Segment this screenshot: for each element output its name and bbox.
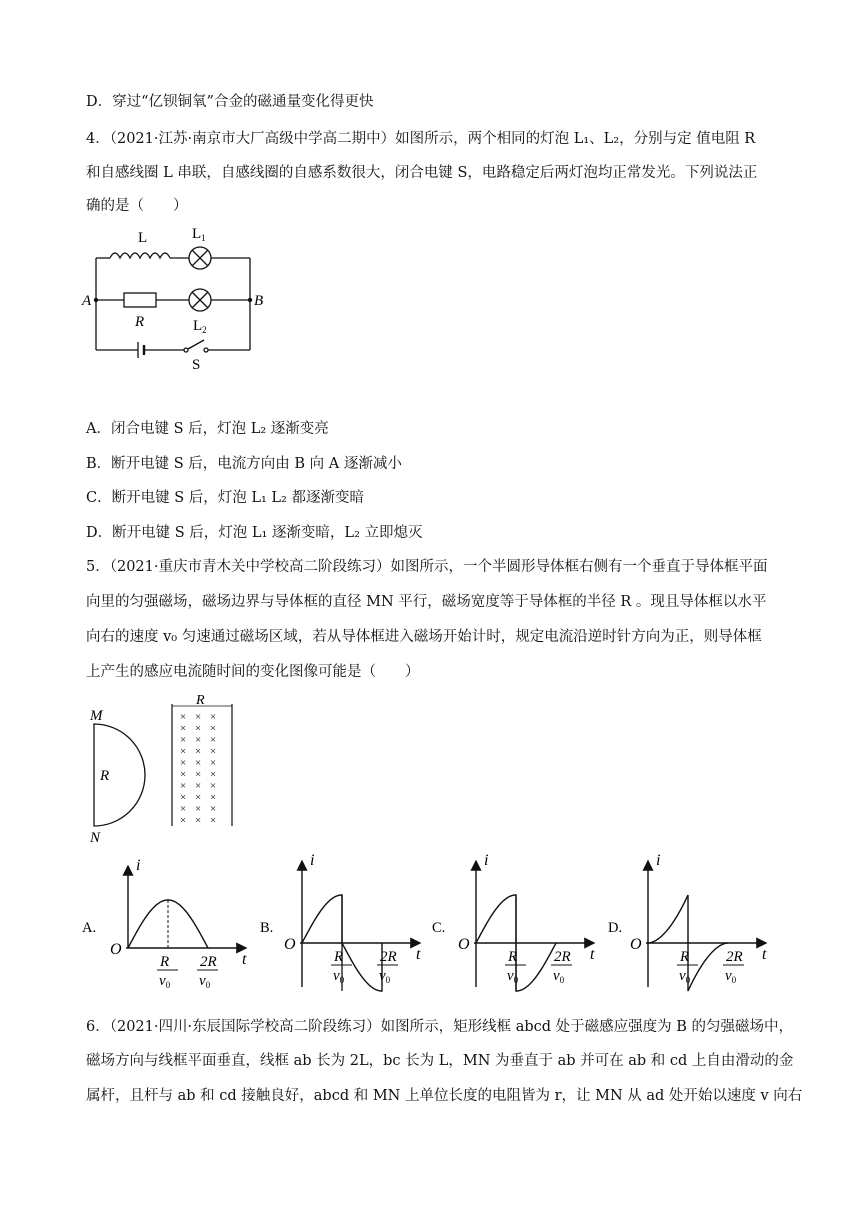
field-cross: × [180,722,187,735]
tick-r-denominator: $v_0$ [679,968,691,985]
axis-i-label: i [656,852,661,869]
lamp1-label: $L_1$ [192,226,206,243]
q6-stem-line1: 6．（2021·四川·东辰国际学校高二阶段练习）如图所示，矩形线框 abcd 处于磁感应强度为 B 的匀强磁场中， [86,1019,794,1035]
tick-2r-denominator: $v_0$ [199,973,211,990]
axis-t-label: t [416,946,421,963]
axis-t-label: t [242,951,247,968]
field-cross: × [210,780,217,792]
resistor-label: R [135,314,145,330]
field-cross: × [195,722,202,735]
field-cross: × [195,745,202,758]
field-cross: × [180,791,187,804]
field-cross: × [195,814,202,827]
option-letter: C. [432,920,446,936]
width-label: R [196,693,205,708]
field-cross: × [180,711,187,723]
field-cross: × [195,734,202,746]
magnetic-field-crosses [180,711,216,827]
axis-i-label: i [310,852,315,869]
lamp2-label: $L_2$ [193,318,207,335]
tick-2r-denominator: $v_0$ [553,968,565,985]
switch-label: S [192,357,201,372]
option-graphs [80,848,780,998]
tick-2r-denominator: $v_0$ [725,968,737,985]
q5-stem-line4: 上产生的感应电流随时间的变化图像可能是（ ） [86,664,420,680]
option-letter: B. [260,920,274,936]
q4-stem-line1: 4．（2021·江苏·南京市大厂高级中学高二期中）如图所示，两个相同的灯泡 L₁、L₂，分别与定 值电阻 R [86,131,756,147]
tick-r-denominator: $v_0$ [333,968,345,985]
graph-option-a[interactable] [82,857,247,990]
q4-option-d: D．断开电键 S 后，灯泡 L₁ 逐渐变暗，L₂ 立即熄灭 [86,525,423,541]
axis-i-label: i [136,857,141,874]
q6-stem-line3: 属杆，且杆与 ab 和 cd 接触良好，abcd 和 MN 上单位长度的电阻皆为 r，让 MN 从 ad 处开始以速度 v 向右 [86,1088,803,1104]
field-cross: × [210,745,217,758]
q4-stem-line3: 确的是（ ） [86,198,188,214]
axis-i-label: i [484,852,489,869]
axis-t-label: t [762,946,767,963]
q4-option-a: A．闭合电键 S 后，灯泡 L₂ 逐渐变亮 [86,421,329,437]
q5-stem-line3: 向右的速度 v₀ 匀速通过磁场区域，若从导体框进入磁场开始计时，规定电流沿逆时针方向为正，则导体框 [86,629,762,645]
tick-r-numerator: R [508,949,518,965]
graph-option-b[interactable] [260,852,421,991]
option-letter: A. [82,920,97,936]
inductor-label: L [138,230,148,246]
field-cross: × [210,734,217,746]
tick-r-numerator: R [160,954,170,970]
origin-label: O [630,936,642,953]
tick-2r-numerator: 2R [726,949,743,965]
q4-option-c: C．断开电键 S 后，灯泡 L₁ L₂ 都逐渐变暗 [86,490,364,506]
field-cross: × [195,711,202,723]
tick-r-denominator: $v_0$ [507,968,519,985]
tick-r-numerator: R [680,949,690,965]
field-cross: × [195,780,202,792]
q3-option-d: D．穿过“亿钡铜氧”合金的磁通量变化得更快 [86,94,374,110]
field-cross: × [180,814,187,827]
field-cross: × [195,791,202,804]
origin-label: O [458,936,470,953]
field-cross: × [195,768,202,781]
origin-label: O [284,936,296,953]
field-cross: × [180,745,187,758]
point-n-label: N [90,830,101,846]
graph-option-c[interactable] [432,852,595,991]
point-m-label: M [90,708,103,724]
circuit-diagram [80,222,280,372]
tick-2r-numerator: 2R [380,949,397,965]
graph-option-d[interactable] [608,852,767,991]
field-cross: × [180,803,187,815]
q6-stem-line2: 磁场方向与线框平面垂直，线框 ab 长为 2L，bc 长为 L，MN 为垂直于 ab 并可在 ab 和 cd 上自由滑动的金 [86,1053,794,1069]
field-cross: × [180,768,187,781]
q4-option-b: B．断开电键 S 后，电流方向由 B 向 A 逐渐减小 [86,456,402,472]
tick-r-numerator: R [334,949,344,965]
q4-stem-line2: 和自感线圈 L 串联，自感线圈的自感系数很大，闭合电键 S，电路稳定后两灯泡均正常发光。下列说法正 [86,165,758,181]
axis-t-label: t [590,946,595,963]
field-cross: × [210,768,217,781]
tick-r-denominator: $v_0$ [159,973,171,990]
tick-2r-denominator: $v_0$ [379,968,391,985]
node-b-label: B [254,293,264,309]
field-cross: × [210,803,217,815]
field-cross: × [195,757,202,769]
node-a-label: A [82,293,92,309]
field-cross: × [210,814,217,827]
q5-stem-line2: 向里的匀强磁场，磁场边界与导体框的直径 MN 平行，磁场宽度等于导体框的半径 R 。现且导体框以水平 [86,594,767,610]
q5-stem-line1: 5．（2021·重庆市青木关中学校高二阶段练习）如图所示，一个半圆形导体框右侧有一个垂直于导体框平面 [86,559,768,575]
field-cross: × [210,722,217,735]
tick-2r-numerator: 2R [200,954,217,970]
option-letter: D. [608,920,623,936]
tick-2r-numerator: 2R [554,949,571,965]
field-cross: × [210,757,217,769]
field-cross: × [180,734,187,746]
field-cross: × [180,780,187,792]
field-cross: × [210,711,217,723]
radius-label: R [100,768,110,784]
field-cross: × [195,803,202,815]
field-cross: × [210,791,217,804]
origin-label: O [110,941,122,958]
field-figure [84,690,244,848]
field-cross: × [180,757,187,769]
